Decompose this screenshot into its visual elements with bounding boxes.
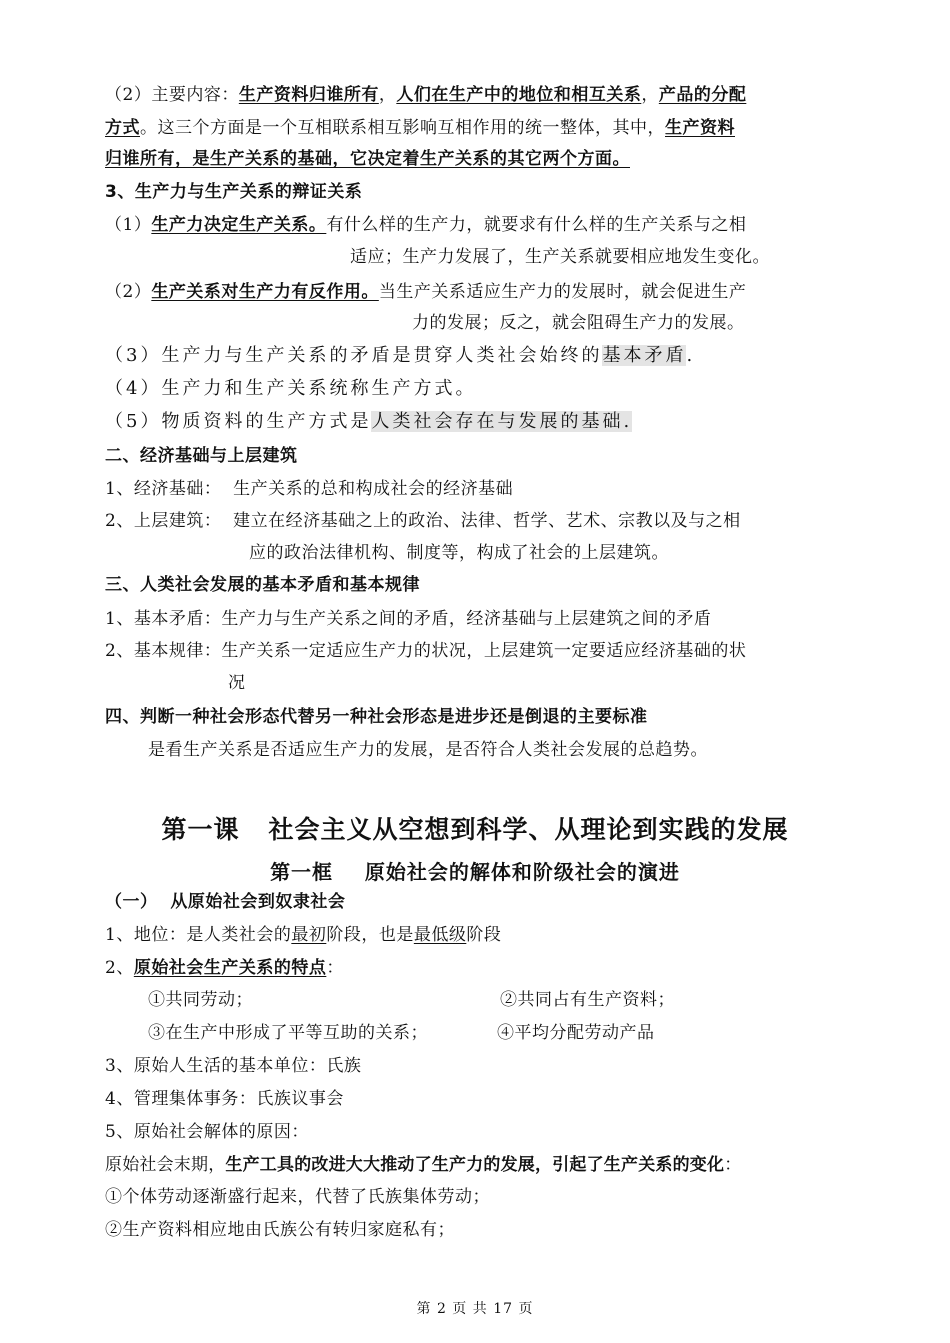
list-item: ②共同占有生产资料； [500,990,675,1010]
underlined-term: 最初 [291,925,327,945]
list-item: ①共同劳动； [148,990,253,1010]
section-heading: （一） 从原始社会到奴隶社会 [105,892,346,912]
paragraph-line: 况 [228,673,246,693]
key-term: 生产关系对生产力有反作用。 [151,282,379,302]
paragraph-line [105,280,850,304]
paragraph-line: 2、上层建筑： 建立在经济基础之上的政治、法律、哲学、艺术、宗教以及与之相 [105,511,741,531]
key-term: 方式 [105,118,140,138]
text-run: 。这三个方面是一个互相联系相互影响互相作用的统一整体，其中， [140,118,665,138]
paragraph-line [105,410,850,434]
text-run: ： [326,958,344,978]
paragraph-line: 1、基本矛盾：生产力与生产关系之间的矛盾，经济基础与上层建筑之间的矛盾 [105,609,712,629]
paragraph-line: 适应；生产力发展了，生产关系就要相应地发生变化。 [350,247,770,267]
key-term: 原始社会生产关系的特点 [133,958,327,978]
paragraph-line: 3、原始人生活的基本单位：氏族 [105,1056,362,1076]
text-run: 阶段，也是 [326,925,414,945]
section-heading: 3、生产力与生产关系的辩证关系 [105,182,363,202]
paragraph-line [105,923,850,947]
paragraph-line [105,956,850,980]
text-run: （3）生产力与生产关系的矛盾是贯穿人类社会始终的 [105,345,603,366]
text-run: ： [724,1155,742,1175]
paragraph-line: 4、管理集体事务：氏族议事会 [105,1089,344,1109]
key-term: 归谁所有，是生产关系的基础，它决定着生产关系的其它两个方面。 [105,149,630,169]
paragraph-line: 力的发展；反之，就会阻碍生产力的发展。 [412,313,745,333]
text-run: 1、地位：是人类社会的 [105,925,292,945]
text-run: （2） [105,282,152,302]
paragraph-line: ①个体劳动逐渐盛行起来，代替了氏族集体劳动； [105,1187,490,1207]
text-run: （1） [105,215,152,235]
frame-title: 第一框 原始社会的解体和阶级社会的演进 [270,860,680,884]
text-run: （5）物质资料的生产方式是 [105,411,372,432]
paragraph-line [105,344,850,368]
section-heading: 三、人类社会发展的基本矛盾和基本规律 [105,575,420,595]
highlighted-term: 基本矛盾 [602,345,687,366]
paragraph-line [105,116,850,140]
key-term: 人们在生产中的地位和相互关系 [396,85,642,105]
paragraph-line: 1、经济基础： 生产关系的总和构成社会的经济基础 [105,479,514,499]
paragraph-line [105,213,850,237]
key-term: 生产资料 [665,118,735,138]
list-item: ③在生产中形成了平等互助的关系； [148,1023,428,1043]
text-run: 当生产关系适应生产力的发展时，就会促进生产 [378,282,747,302]
text-run: . [686,345,696,366]
paragraph-line [105,1153,850,1177]
paragraph-line: 5、原始社会解体的原因： [105,1122,309,1142]
bold-term: 生产工具的改进大大推动了生产力的发展，引起了生产关系的变化 [225,1155,725,1175]
paragraph-line [105,147,850,171]
text-run: 阶段 [466,925,502,945]
key-term: 生产资料归谁所有 [238,85,379,105]
text-run: ， [378,85,397,105]
text-run: 原始社会末期， [105,1155,226,1175]
section-heading: 二、经济基础与上层建筑 [105,446,298,466]
page-footer: 第 2 页 共 17 页 [416,1301,534,1317]
paragraph-line: 应的政治法律机构、制度等，构成了社会的上层建筑。 [249,543,669,563]
paragraph-line: （4）生产力和生产关系统称生产方式。 [105,378,477,399]
underlined-term: 最低级 [413,925,467,945]
text-run: 有什么样的生产力，就要求有什么样的生产关系与之相 [326,215,747,235]
paragraph-line: 2、基本规律：生产关系一定适应生产力的状况，上层建筑一定要适应经济基础的状 [105,641,747,661]
paragraph-line [105,83,850,107]
section-heading: 四、判断一种社会形态代替另一种社会形态是进步还是倒退的主要标准 [105,707,648,727]
key-term: 生产力决定生产关系。 [151,215,327,235]
highlighted-term: 人类社会存在与发展的基础. [371,411,633,432]
lesson-title: 第一课 社会主义从空想到科学、从理论到实践的发展 [161,815,789,844]
text-run: 2、 [105,958,134,978]
paragraph-line: 是看生产关系是否适应生产力的发展，是否符合人类社会发展的总趋势。 [148,740,708,760]
text-run: ， [641,85,659,105]
paragraph-line: ②生产资料相应地由氏族公有转归家庭私有； [105,1220,455,1240]
key-term: 产品的分配 [658,85,747,105]
text-run: （2）主要内容： [105,85,239,105]
list-item: ④平均分配劳动产品 [497,1023,655,1043]
